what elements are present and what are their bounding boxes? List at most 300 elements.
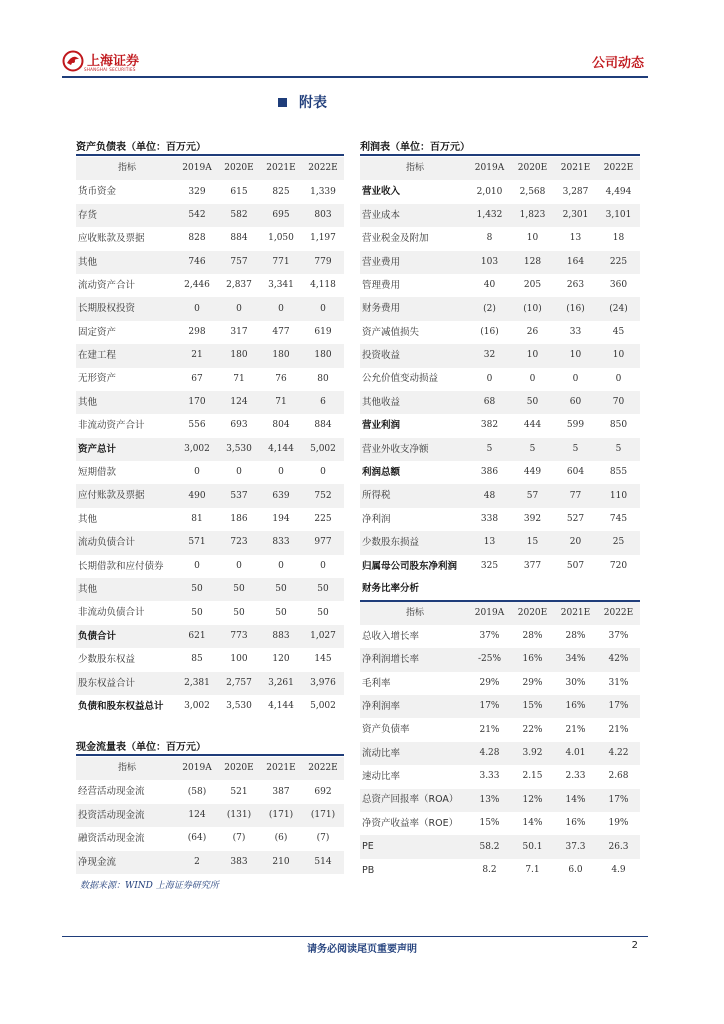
row-label: 其他 [76,391,176,414]
table-row [76,414,344,437]
cell-value: 514 [302,851,344,874]
cell-value: 2 [176,851,218,874]
cell-value: 170 [176,391,218,414]
table-header-row [360,601,640,624]
cell-value: 29% [479,677,500,688]
income-statement-table [360,157,640,882]
cell-value: 50 [275,607,287,618]
cell-value: 57 [511,484,554,507]
cell-value: 0 [278,467,284,478]
cell-value: 477 [272,326,290,337]
cell-value: 28% [522,631,543,641]
row-label: 其他收益 [360,391,468,414]
data-source-note: 数据来源：WIND 上海证券研究所 [80,881,219,891]
cell-value: 720 [609,560,628,571]
row-label: 流动负债合计 [76,531,176,554]
cell-value: 317 [230,326,248,337]
cell-value: 599 [566,420,585,431]
row-label: 营业成本 [360,204,468,227]
cell-value: 2,837 [226,280,252,291]
table-row [76,180,344,203]
cell-value: 33 [569,326,582,337]
cell-value: 25 [597,531,640,554]
row-label: 负债合计 [76,625,176,648]
table-row [360,227,640,250]
cell-value: 693 [230,420,248,431]
cell-value: 828 [188,233,206,244]
row-label: 经营活动现金流 [78,786,145,798]
cell-value: 752 [302,484,344,507]
cell-value: 10 [526,233,539,244]
cell-value: (10) [511,297,554,320]
table-row [76,391,344,414]
row-label: 非流动负债合计 [78,607,145,619]
column-header: 2019A [468,157,511,180]
cell-value: (171) [260,804,302,827]
logo-text: 上海证券 [87,53,140,69]
row-label: PB [362,864,375,876]
square-bullet-icon [278,98,287,107]
cell-value: 20 [554,531,597,554]
cell-value: 120 [272,654,290,665]
cell-value: 15% [479,818,500,829]
table-row [360,625,640,648]
row-label: 非流动资产合计 [78,420,145,432]
cell-value: 22% [522,724,543,735]
page-number: 2 [631,940,638,951]
table-row [76,578,344,601]
column-header: 2020E [218,157,260,180]
cell-value: 50 [511,391,554,414]
row-label: 净现金流 [76,851,176,874]
row-label: 少数股东损益 [360,531,468,554]
cell-value: 4.28 [468,742,511,765]
cell-value: (7) [316,833,330,844]
balance-sheet-table [76,157,344,718]
cell-value: 360 [609,280,628,291]
cell-value: 205 [523,280,542,291]
row-label: 其他 [78,513,98,525]
cell-value: 17% [597,695,640,718]
cell-value: 21 [176,344,218,367]
cell-value: 50 [176,578,218,601]
table-row [360,859,640,882]
table-row [76,508,344,531]
cell-value: 803 [302,204,344,227]
row-label: 营业收入 [362,186,401,198]
table-row [76,648,344,671]
column-header: 2020E [218,757,260,780]
cell-value: 527 [566,514,585,525]
cell-value: 5 [468,438,511,461]
cell-value: 692 [314,786,332,797]
cell-value: 0 [176,297,218,320]
cell-value: 37.3 [554,835,597,858]
cell-value: 804 [272,420,290,431]
cell-value: 0 [615,373,622,384]
table-row [76,461,344,484]
table-row [76,601,344,624]
column-header: 2022E [597,157,640,180]
row-label: 短期借款 [78,467,117,479]
cell-value: 164 [554,251,597,274]
section-title [278,92,327,112]
cell-value: 619 [314,326,332,337]
cell-value: 621 [176,625,218,648]
row-label: 公允价值变动损益 [362,373,439,385]
row-label: 投资活动现金流 [76,804,176,827]
table-row [360,718,640,741]
cell-value: 13 [468,531,511,554]
cell-value: 19% [608,818,629,829]
table-row [76,344,344,367]
cell-value: 225 [597,251,640,274]
cell-value: 521 [230,786,248,797]
cell-value: (2) [468,297,511,320]
row-label: 存货 [76,204,176,227]
row-label: 总收入增长率 [362,630,420,642]
cell-value: 723 [218,531,260,554]
cell-value: 10 [597,344,640,367]
table-row [76,274,344,297]
cell-value: 2.33 [565,771,586,782]
row-label: 资产总计 [76,438,176,461]
row-label: 无形资产 [78,373,117,385]
cell-value: 392 [523,514,542,525]
column-header: 指标 [360,601,468,624]
cell-value: 582 [218,204,260,227]
cell-value: 77 [554,484,597,507]
cell-value: 50 [302,578,344,601]
cell-value: 180 [302,344,344,367]
cell-value: 145 [314,654,332,665]
balance-sheet-title: 资产负债表（单位：百万元） [76,142,206,153]
cell-value: 58.2 [468,835,511,858]
income-statement-rule [360,154,640,156]
cell-value: (24) [597,297,640,320]
table-row [360,368,640,391]
cell-value: 14% [522,818,543,829]
row-label: 投资收益 [360,344,468,367]
table-row [360,835,640,858]
row-label: 总资产回报率（ROA） [360,789,468,812]
column-header: 2020E [511,601,554,624]
cell-value: (64) [187,833,207,844]
cell-value: 26 [526,326,539,337]
cell-value: 2,010 [476,186,503,197]
cell-value: 771 [260,251,302,274]
table-row [360,789,640,812]
cell-value: 773 [218,625,260,648]
cell-value: 17% [597,789,640,812]
cell-value: 884 [314,420,332,431]
ratio-section-title-row [360,578,640,601]
table-row [76,484,344,507]
cell-value: 0 [194,560,200,571]
table-row [76,227,344,250]
row-label: 净利润增长率 [360,648,468,671]
cell-value: 50 [260,578,302,601]
cell-value: 50 [317,607,329,618]
cell-value: 4.22 [597,742,640,765]
table-row [360,484,640,507]
row-label: 管理费用 [362,279,401,291]
cell-value: 210 [260,851,302,874]
cell-value: 3,002 [176,438,218,461]
cell-value: 71 [233,373,245,384]
table-row [76,438,344,461]
cell-value: 338 [480,514,499,525]
cell-value: 0 [218,297,260,320]
cell-value: 3,261 [260,672,302,695]
cell-value: 1,339 [310,186,336,197]
cell-value: 85 [191,654,203,665]
table-row [360,672,640,695]
cell-value: 383 [218,851,260,874]
cell-value: 81 [191,514,203,525]
cell-value: 3,530 [218,438,260,461]
table-row [360,508,640,531]
row-label: 固定资产 [78,326,117,338]
cell-value: 855 [609,467,628,478]
page-header [62,46,648,78]
cell-value: 6 [302,391,344,414]
cell-value: 16% [565,818,586,829]
table-row [360,531,640,554]
row-label: 融资活动现金流 [78,833,145,845]
row-label: 财务费用 [360,297,468,320]
row-label: 流动资产合计 [78,279,136,291]
column-header: 2021E [260,157,302,180]
table-row [360,695,640,718]
cell-value: (16) [480,326,499,337]
cell-value: 449 [523,467,542,478]
cell-value: 180 [260,344,302,367]
table-row [360,461,640,484]
cell-value: 325 [480,560,499,571]
cell-value: 100 [230,654,248,665]
table-row [360,321,640,344]
cell-value: 2.68 [608,771,629,782]
cell-value: 8.2 [482,864,497,875]
cell-value: 507 [566,560,585,571]
cell-value: 386 [480,467,499,478]
cell-value: 615 [230,186,248,197]
cell-value: 3,101 [597,204,640,227]
cell-value: 12% [511,789,554,812]
cell-value: 21% [479,724,500,735]
row-label: 在建工程 [76,344,176,367]
cell-value: 695 [260,204,302,227]
cell-value: 263 [566,280,585,291]
cell-value: 42% [597,648,640,671]
cell-value: 0 [236,560,242,571]
cash-flow-table [76,757,344,874]
cell-value: 128 [511,251,554,274]
cell-value: 1,823 [511,204,554,227]
cell-value: 1,197 [310,233,336,244]
cell-value: 0 [236,467,242,478]
row-label: 应收账款及票据 [78,233,145,245]
column-header: 2022E [597,601,640,624]
logo-emblem-icon [62,50,84,72]
column-header: 2022E [302,157,344,180]
cell-value: 0 [486,373,493,384]
table-row [76,531,344,554]
cell-value: 0 [194,467,200,478]
table-row [76,297,344,320]
cell-value: 186 [230,514,248,525]
cell-value: 45 [612,326,625,337]
table-row [360,742,640,765]
table-row [360,414,640,437]
row-label: 净资产收益率（ROE） [362,817,459,829]
cell-value: 80 [317,373,329,384]
cash-flow-title: 现金流量表（单位：百万元） [76,742,206,753]
cell-value: 745 [609,514,628,525]
cell-value: 10 [554,344,597,367]
cell-value: 50.1 [511,835,554,858]
cell-value: 833 [260,531,302,554]
cell-value: 5 [597,438,640,461]
cell-value: 5,002 [302,438,344,461]
row-label: 长期股权投资 [76,297,176,320]
row-label: 毛利率 [362,677,391,689]
row-label: 营业利润 [362,420,401,432]
table-row [76,251,344,274]
cell-value: 825 [272,186,290,197]
cell-value: 6.0 [568,864,583,875]
cell-value: 4,144 [260,438,302,461]
row-label: 所得税 [360,484,468,507]
column-header: 2021E [554,157,597,180]
cell-value: 10 [511,344,554,367]
cell-value: 1,432 [468,204,511,227]
row-label: 营业外收支净额 [360,438,468,461]
cell-value: 30% [565,677,586,688]
cell-value: 382 [480,420,499,431]
cell-value: 70 [597,391,640,414]
cell-value: 8 [486,233,493,244]
table-row [76,204,344,227]
table-row [360,765,640,788]
column-header: 2021E [260,757,302,780]
cell-value: 68 [468,391,511,414]
table-row [76,804,344,827]
cell-value: 34% [554,648,597,671]
cell-value: 124 [176,804,218,827]
cell-value: 329 [188,186,206,197]
cell-value: 3,287 [562,186,589,197]
logo-subtext: SHANGHAI SECURITIES [84,67,136,72]
cell-value: 21% [565,724,586,735]
table-row [76,672,344,695]
cell-value: 14% [554,789,597,812]
row-label: 净利润率 [360,695,468,718]
cell-value: 0 [572,373,579,384]
table-row [76,321,344,344]
row-label: PE [360,835,468,858]
cell-value: 32 [468,344,511,367]
cell-value: 490 [176,484,218,507]
cell-value: 71 [260,391,302,414]
row-label: 股东权益合计 [76,672,176,695]
cell-value: 4,144 [268,701,294,712]
cell-value: 15% [511,695,554,718]
row-label: 利润总额 [362,467,401,479]
column-header: 指标 [360,157,468,180]
row-label: 资产负债率 [362,724,410,736]
cell-value: 0 [529,373,536,384]
cell-value: 4.9 [611,864,626,875]
cell-value: 850 [609,420,628,431]
cell-value: 17% [468,695,511,718]
balance-sheet-rule [76,154,344,156]
cell-value: 3.92 [511,742,554,765]
footer-disclaimer: 请务必阅读尾页重要声明 [307,944,417,955]
cell-value: 103 [468,251,511,274]
cell-value: 37% [608,631,629,641]
cell-value: 2.15 [522,771,543,782]
row-label: 速动比率 [362,771,401,783]
cell-value: 2,757 [218,672,260,695]
cell-value: 124 [218,391,260,414]
cell-value: 48 [468,484,511,507]
cell-value: 0 [320,560,326,571]
column-header: 指标 [76,757,176,780]
cell-value: 29% [522,677,543,688]
cell-value: 2,446 [184,280,210,291]
cell-value: 604 [566,467,585,478]
table-row [76,780,344,803]
cell-value: 28% [565,631,586,641]
row-label: 净利润 [362,513,391,525]
cell-value: 4,494 [605,186,632,197]
cell-value: 110 [597,484,640,507]
row-label: 营业税金及附加 [362,233,429,245]
table-row [360,391,640,414]
cell-value: 18 [612,233,625,244]
cell-value: 50 [218,578,260,601]
cell-value: 4,118 [310,280,336,291]
row-label: 营业费用 [360,251,468,274]
table-row [360,180,640,203]
cell-value: (58) [187,786,207,797]
column-header: 2022E [302,757,344,780]
table-row [360,251,640,274]
cell-value: 3.33 [479,771,500,782]
row-label: 流动比率 [360,742,468,765]
table-row [360,344,640,367]
column-header: 2019A [468,601,511,624]
cell-value: 387 [272,786,290,797]
cell-value: 0 [302,297,344,320]
cell-value: -25% [468,648,511,671]
cell-value: 76 [275,373,287,384]
row-label: 货币资金 [78,186,117,198]
table-row [360,204,640,227]
row-label: 长期借款和应付债券 [78,560,164,572]
cell-value: 13% [468,789,511,812]
column-header: 2019A [176,757,218,780]
cell-value: 225 [314,514,332,525]
cell-value: (7) [232,833,246,844]
column-header: 指标 [76,157,176,180]
cell-value: 556 [188,420,206,431]
table-header-row [76,757,344,780]
company-logo [62,48,139,74]
table-row [76,695,344,718]
